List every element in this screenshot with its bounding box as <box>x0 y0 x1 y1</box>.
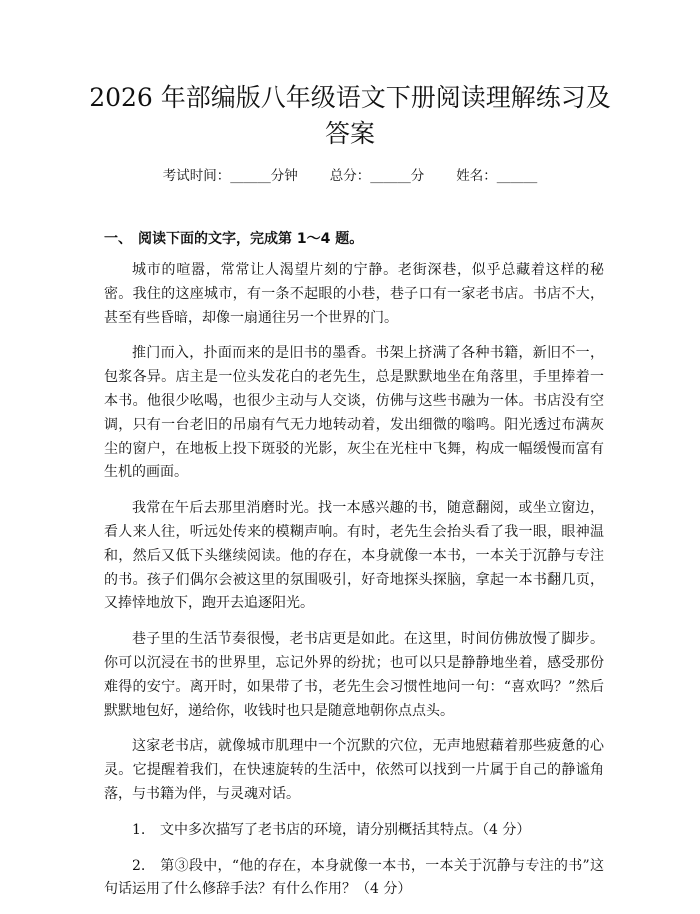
reading-passage <box>104 259 604 914</box>
question-2 <box>104 855 604 903</box>
section-number: 一、 <box>104 231 132 247</box>
passage-paragraph-1: 城市的喧嚣，常常让人渴望片刻的宁静。老街深巷，似乎总藏着这样的秘密。我住的这座城市，有一条不起眼的小巷，巷子口有一家老书店。书店不大，甚至有些昏暗，却像一扇通往另一个世界的门。 <box>104 262 604 326</box>
exam-time-label: 考试时间： <box>162 168 231 184</box>
section-heading <box>104 229 363 249</box>
question-1-text: 文中多次描写了老书店的环境，请分别概括其特点。（4 分） <box>160 821 531 838</box>
question-2-number: 2. <box>132 857 146 874</box>
section-heading-text: 阅读下面的文字，完成第 1～4 题。 <box>138 231 364 247</box>
exam-time-unit: 分钟 <box>270 168 298 184</box>
total-score-label: 总分： <box>329 168 371 184</box>
passage-paragraph-4: 巷子里的生活节奏很慢，老书店更是如此。在这里，时间仿佛放慢了脚步。你可以沉浸在书的世界里，忘记外界的纷扰；也可以只是静静地坐着，感受那份难得的安宁。离开时，如果带了书，老先生会习惯性地问一句：“喜欢吗？”然后默默地包好，递给你，收钱时也只是随意地朝你点点头。 <box>104 631 604 719</box>
question-1 <box>104 819 604 843</box>
question-1-number: 1. <box>132 821 146 838</box>
total-score-blank: ______ <box>370 168 411 184</box>
student-name-blank: ______ <box>496 168 538 184</box>
passage-paragraph-5: 这家老书店，就像城市肌理中一个沉默的穴位，无声地慰藉着那些疲惫的心灵。它提醒着我们，在快速旋转的生活中，依然可以找到一片属于自己的静谧角落，与书籍为伴，与灵魂对话。 <box>104 738 604 802</box>
exam-time-blank: ______ <box>230 168 271 184</box>
passage-paragraph-2: 推门而入，扑面而来的是旧书的墨香。书架上挤满了各种书籍，新旧不一，包浆各异。店主是一位头发花白的老先生，总是默默地坐在角落里，手里捧着一本书。他很少吆喝，也很少主动与人交谈，仿佛与这些书融为一体。书店没有空调，只有一台老旧的吊扇有气无力地转动着，发出细微的嗡鸣。阳光透过布满灰尘的窗户，在地板上投下斑驳的光影，灰尘在光柱中飞舞，构成一幅缓慢而富有生机的画面。 <box>104 345 604 481</box>
student-name-field <box>456 166 537 186</box>
passage-paragraph-3: 我常在午后去那里消磨时光。找一本感兴趣的书，随意翻阅，或坐立窗边，看人来人往，听远处传来的模糊声响。有时，老先生会抬头看了我一眼，眼神温和，然后又低下头继续阅读。他的存在，本身就像一本书，一本关于沉静与专注的书。孩子们偶尔会被这里的氛围吸引，好奇地探头探脑，拿起一本书翻几页，又捧悻地放下，跑开去追逐阳光。 <box>104 500 604 612</box>
student-name-label: 姓名： <box>456 168 497 184</box>
exam-info <box>0 166 700 186</box>
total-score-field <box>330 166 425 186</box>
question-2-text: 第③段中，“他的存在，本身就像一本书，一本关于沉静与专注的书”这句话运用了什么修辞手法？有什么作用？（4 分） <box>104 857 604 898</box>
document-title: 2026 年部编版八年级语文下册阅读理解练习及答案 <box>89 83 611 148</box>
total-score-unit: 分 <box>410 168 425 184</box>
exam-time-field <box>163 166 298 186</box>
